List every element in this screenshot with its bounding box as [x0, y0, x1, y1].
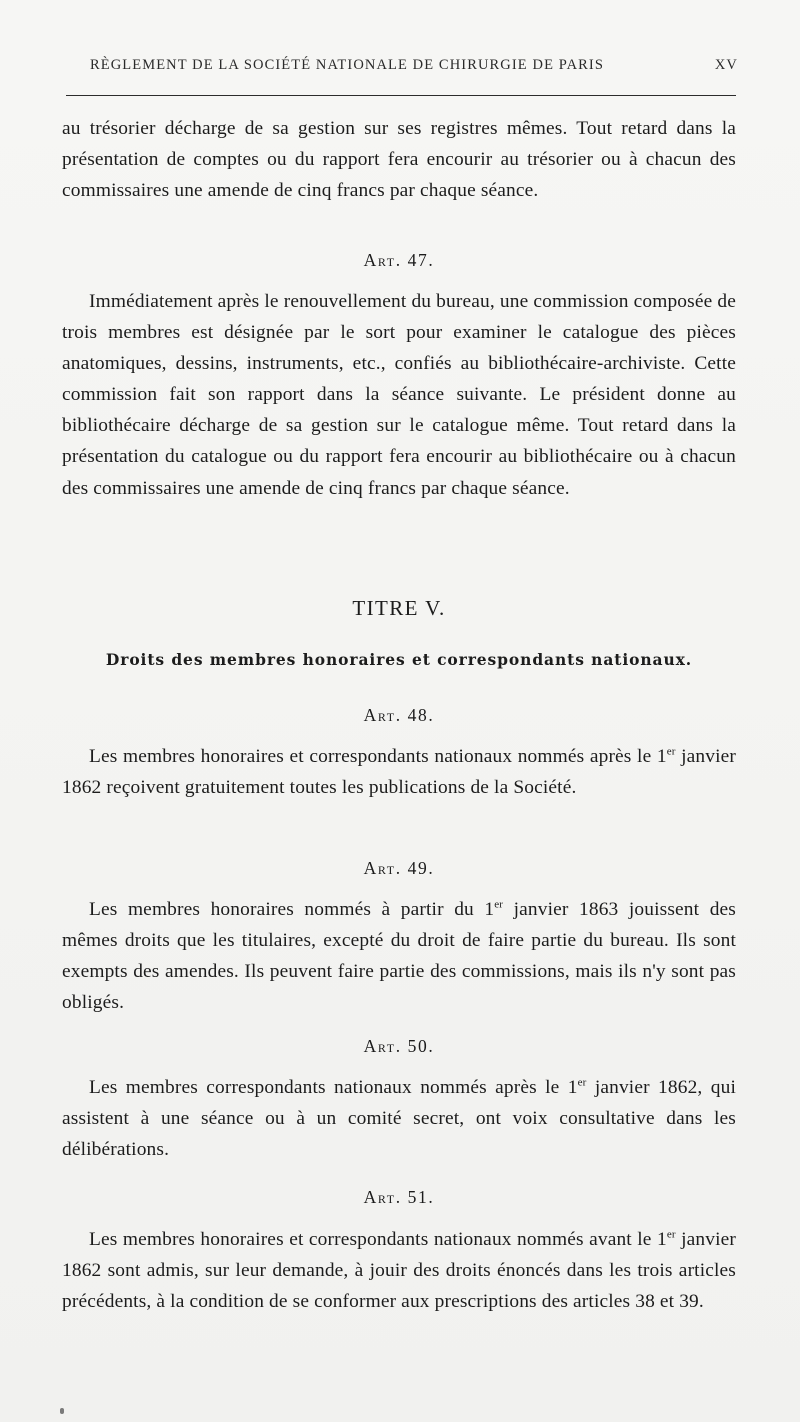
article-48-heading: Art. 48. — [363, 705, 435, 725]
page-number: XV — [714, 57, 738, 73]
intro-paragraph — [62, 113, 736, 206]
article-49-text-b: janvier 1863 jouissent des mêmes droits que les titulaires, excepté du droit de faire partie du bureau. Ils sont exempts des amendes. Ils peuvent faire partie des commissions, mais ils n'y sont pas obligés. — [62, 899, 736, 1014]
article-49-paragraph — [62, 894, 736, 1018]
article-48-text-a: Les membres honoraires et correspondants nationaux nommés après le 1 — [89, 746, 667, 767]
article-47-heading: Art. 47. — [363, 250, 435, 270]
article-49-heading: Art. 49. — [363, 858, 435, 878]
article-51-text-a: Les membres honoraires et correspondants nationaux nommés avant le 1 — [89, 1229, 667, 1250]
article-47-paragraph — [62, 286, 736, 504]
article-50-text-b: janvier 1862, qui assistent à une séance ou à un comité secret, ont voix consultative dans les délibérations. — [62, 1077, 736, 1161]
superscript: er — [666, 1228, 676, 1241]
print-speck — [60, 1408, 64, 1414]
article-51-text-b: janvier 1862 sont admis, sur leur demande, à jouir des droits énoncés dans les trois articles précédents, à la condition de se conformer aux prescriptions des articles 38 et 39. — [62, 1229, 736, 1313]
article-51-text — [62, 1224, 736, 1317]
article-49-text-a: Les membres honoraires nommés à partir du 1 — [89, 899, 495, 920]
article-48-paragraph — [62, 741, 736, 803]
article-48-text — [62, 741, 736, 803]
header-rule — [66, 95, 736, 96]
article-50-paragraph — [62, 1072, 736, 1165]
titre-v-heading: TITRE V. — [352, 596, 446, 620]
superscript: er — [494, 898, 504, 911]
article-51-paragraph — [62, 1224, 736, 1317]
header-title: RÈGLEMENT DE LA SOCIÉTÉ NATIONALE DE CHIRURGIE DE PARIS — [90, 57, 605, 73]
running-header — [60, 57, 738, 77]
article-50-heading: Art. 50. — [363, 1036, 435, 1056]
article-48-text-b: janvier 1862 reçoivent gratuitement toutes les publications de la Société. — [62, 746, 736, 799]
article-49-text — [62, 894, 736, 1018]
article-51-heading: Art. 51. — [363, 1187, 435, 1207]
article-47-text: Immédiatement après le renouvellement du bureau, une commission composée de trois membres est désignée par le sort pour examiner le catalogue des pièces anatomiques, dessins, instruments, etc., confiés au bibliothécaire-archiviste. Cette commission fait son rapport dans la séance suivante. Le président donne au bibliothécaire décharge de sa gestion sur le catalogue même. Tout retard dans la présentation du catalogue ou du rapport fera encourir au bibliothécaire ou à chacun des commissaires une amende de cinq francs par chaque séance. — [62, 291, 736, 499]
article-50-text — [62, 1072, 736, 1165]
article-50-text-a: Les membres correspondants nationaux nommés après le 1 — [89, 1077, 578, 1098]
superscript: er — [577, 1076, 587, 1089]
section-subtitle: Droits des membres honoraires et correspondants nationaux. — [105, 650, 693, 669]
intro-text: au trésorier décharge de sa gestion sur ses registres mêmes. Tout retard dans la présentation de comptes ou du rapport fera encourir au trésorier ou à chacun des commissaires une amende de cinq francs par chaque séance. — [62, 118, 736, 202]
superscript: er — [666, 745, 676, 758]
